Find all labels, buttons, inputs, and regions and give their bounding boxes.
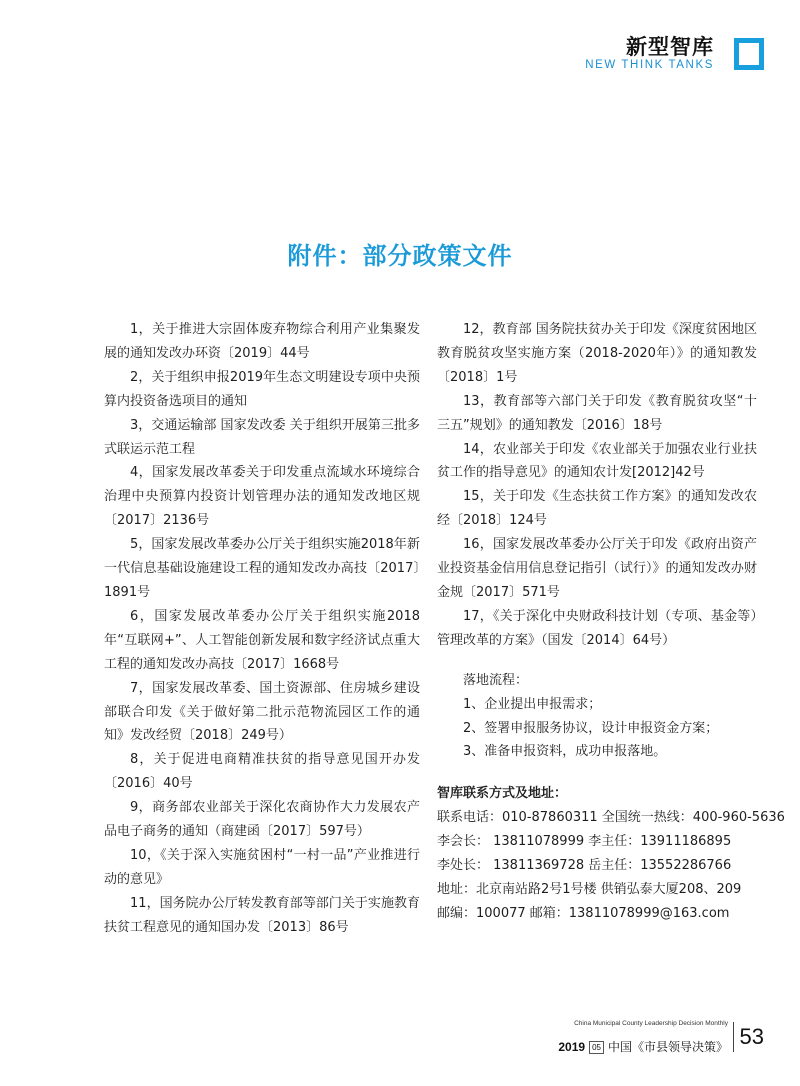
brand-title-cn: 新型智库 <box>626 34 714 59</box>
footer-year: 2019 <box>558 1040 586 1054</box>
footer-magazine-en: China Municipal County Leadership Decision Monthly <box>574 1020 728 1027</box>
contact-postcode-email: 邮编：100077 邮箱：13811078999@163.com <box>437 905 730 921</box>
policy-item-5: 5，国家发展改革委办公厅关于组织实施2018年新一代信息基础设施建设工程的通知发改办高技〔2017〕1891号 <box>104 537 420 600</box>
policy-item-3: 3，交通运输部 国家发改委 关于组织开展第三批多式联运示范工程 <box>104 417 420 457</box>
policy-item-12: 12，教育部 国务院扶贫办关于印发《深度贫困地区教育脱贫攻坚实施方案（2018-2020年）》的通知教发〔2018〕1号 <box>437 322 757 385</box>
footer-magazine-line <box>558 1038 728 1055</box>
contact-person: 李会长： 13811078999 李主任：13911186895 <box>437 834 732 850</box>
process-step: 1、企业提出申报需求； <box>463 696 602 712</box>
policy-item-1: 1，关于推进大宗固体废弃物综合利用产业集聚发展的通知发改办环资〔2019〕44号 <box>104 322 420 361</box>
policy-item-14: 14，农业部关于印发《农业部关于加强农业行业扶贫工作的指导意见》的通知农计发[2012]42号 <box>437 441 757 481</box>
footer-divider <box>733 1022 734 1052</box>
policy-item-8: 8，关于促进电商精准扶贫的指导意见国开办发〔2016〕40号 <box>104 752 420 792</box>
process-section <box>437 669 757 765</box>
policy-item-7: 7，国家发展改革委、国土资源部、住房城乡建设部联合印发《关于做好第二批示范物流园区工作的通知》发改经贸〔2018〕249号） <box>104 680 420 744</box>
page-title: 附件：部分政策文件 <box>287 242 513 270</box>
policy-item-15: 15，关于印发《生态扶贫工作方案》的通知发改农经〔2018〕124号 <box>437 489 757 529</box>
contact-section <box>437 782 785 925</box>
contact-title: 智库联系方式及地址： <box>437 786 568 802</box>
policy-item-4: 4，国家发展改革委关于印发重点流域水环境综合治理中央预算内投资计划管理办法的通知发改地区规〔2017〕2136号 <box>104 465 420 529</box>
process-title: 落地流程： <box>463 672 529 688</box>
footer-issue-badge: 05 <box>589 1041 604 1054</box>
policy-item-13: 13，教育部等六部门关于印发《教育脱贫攻坚“十三五”规划》的通知教发〔2016〕18号 <box>437 393 757 433</box>
process-step: 2、签署申报服务协议，设计申报资金方案； <box>463 720 719 736</box>
policy-item-11: 11，国务院办公厅转发教育部等部门关于实施教育扶贫工程意见的通知国办发〔2013〕86号 <box>104 895 420 935</box>
contact-address: 地址：北京南站路2号1号楼 供销弘泰大厦208、209 <box>437 881 742 897</box>
page-number: 53 <box>739 1024 764 1049</box>
policy-item-2: 2，关于组织申报2019年生态文明建设专项中央预算内投资备选项目的通知 <box>104 369 420 409</box>
policy-item-6: 6，国家发展改革委办公厅关于组织实施2018年“互联网+”、人工智能创新发展和数字经济试点重大工程的通知发改办高技〔2017〕1668号 <box>104 608 420 672</box>
brand-logo-icon <box>734 38 764 70</box>
process-step: 3、准备申报资料，成功申报落地。 <box>463 744 667 760</box>
policy-item-16: 16，国家发展改革委办公厅关于印发《政府出资产业投资基金信用信息登记指引（试行）》的通知发改办财金规〔2017〕571号 <box>437 537 757 600</box>
footer-magazine-cn: 中国《市县领导决策》 <box>607 1040 728 1054</box>
policy-item-17: 17，《关于深化中央财政科技计划（专项、基金等）管理改革的方案》（国发〔2014〕64号） <box>437 608 757 648</box>
policy-item-9: 9，商务部农业部关于深化农商协作大力发展农产品电子商务的通知（商建函〔2017〕597号） <box>104 800 420 840</box>
left-column <box>104 318 420 940</box>
contact-phone: 联系电话：010-87860311 全国统一热线：400-960-5636 <box>437 810 785 826</box>
right-column <box>437 318 785 926</box>
masthead <box>504 28 764 78</box>
policy-item-10: 10，《关于深入实施贫困村“一村一品”产业推进行动的意见》 <box>104 847 420 887</box>
contact-person: 李处长： 13811369728 岳主任：13552286766 <box>437 858 732 874</box>
brand-title-en: NEW THINK TANKS <box>585 59 714 71</box>
